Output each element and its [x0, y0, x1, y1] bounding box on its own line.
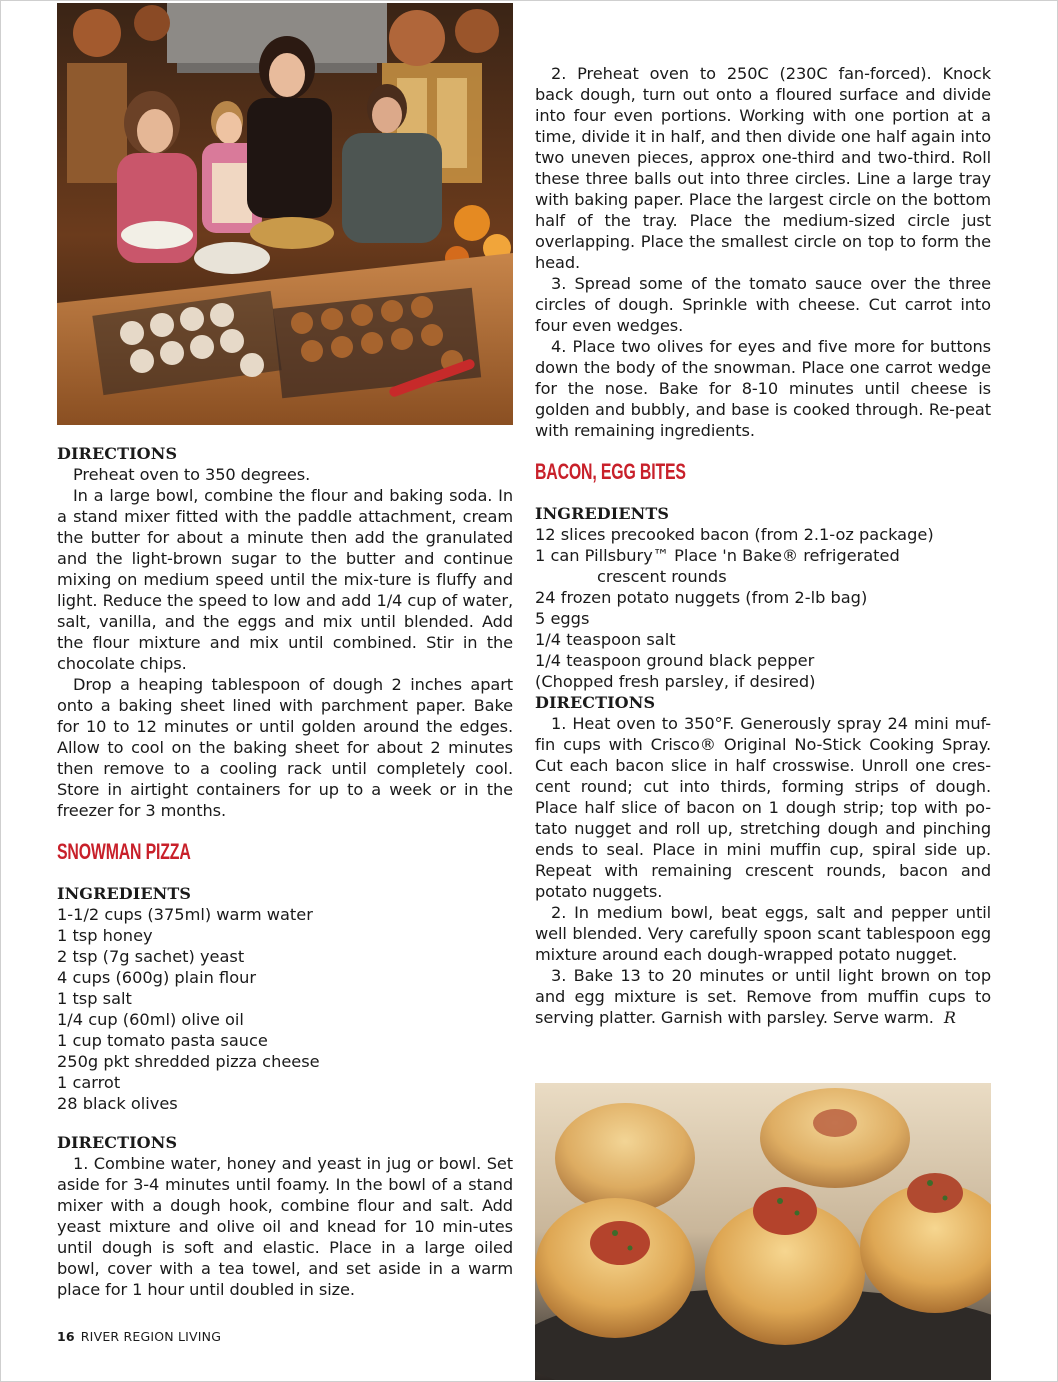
bacon-step-3 [535, 965, 991, 1028]
ingredient-item: 1/4 teaspoon ground black pepper [535, 651, 815, 670]
snowman-step-3: 3. Spread some of the tomato sauce over the three circles of dough. Sprinkle with cheese. Cut carrot into four even wedges. [535, 274, 991, 335]
snowman-directions-heading: DIRECTIONS [57, 1133, 178, 1152]
snowman-ingredients-list [57, 904, 513, 1114]
ingredient-item: (Chopped fresh parsley, if desired) [535, 672, 816, 691]
publication-name: RIVER REGION LIVING [80, 1329, 222, 1344]
ingredient-item: 1 tsp honey [57, 926, 153, 945]
end-mark-logo: R [943, 1008, 956, 1027]
bacon-step-3-text: 3. Bake 13 to 20 minutes or until light brown on top and egg mixture is set. Remove from muffin cups to serving platter. Garnish with parsley. Serve warm. [535, 966, 991, 1027]
ingredient-item: 28 black olives [57, 1094, 178, 1113]
bacon-directions-heading: DIRECTIONS [535, 693, 656, 712]
ingredient-item: 5 eggs [535, 609, 590, 628]
snowman-step-2: 2. Preheat oven to 250C (230C fan-forced). Knock back dough, turn out onto a floured surface and divide into four even portions. Working with one portion at a time, divide it in half, and then divide one half again into two uneven pieces, approx one-third and two-third. Roll these three balls out into three circles. Line a large tray with baking paper. Place the largest circle on the bottom half of the tray. Place the medium-sized circle just overlapping. Place the smallest circle on top to form the head. [535, 64, 991, 272]
bacon-step-2: 2. In medium bowl, beat eggs, salt and pepper until well blended. Very carefully spoon scant tablespoon egg mixture around each dough-wrapped potato nugget. [535, 903, 991, 964]
cookie-directions-heading: DIRECTIONS [57, 444, 178, 463]
ingredient-item: 1 cup tomato pasta sauce [57, 1031, 268, 1050]
ingredient-item: 4 cups (600g) plain flour [57, 968, 257, 987]
ingredient-item: 1-1/2 cups (375ml) warm water [57, 905, 313, 924]
snowman-step-1: 1. Combine water, honey and yeast in jug or bowl. Set aside for 3-4 minutes until foamy. In the bowl of a stand mixer with a dough hook, combine flour and salt. Add yeast mixture and olive oil and knead for 10 min-utes until dough is soft and elastic. Place in a large oiled bowl, cover with a tea towel, and set aside in a warm place for 1 hour until doubled in size. [57, 1154, 513, 1299]
left-column [57, 443, 513, 1300]
snowman-ingredients-heading: INGREDIENTS [57, 884, 192, 903]
snowman-step-4: 4. Place two olives for eyes and five more for buttons down the body of the snowman. Place one carrot wedge for the nose. Bake for 8-10 minutes until cheese is golden and bubbly, and base is cooked through. Re-peat with remaining ingredients. [535, 337, 991, 440]
family-baking-photo [57, 3, 513, 425]
ingredient-item: 250g pkt shredded pizza cheese [57, 1052, 320, 1071]
bacon-egg-bites-title: BACON, EGG BITES [535, 459, 686, 484]
bacon-step-1: 1. Heat oven to 350°F. Generously spray 24 mini muf-fin cups with Crisco® Original No-Stick Cooking Spray. Cut each bacon slice in half crosswise. Unroll one cres-cent round; cut into thirds, forming strips of dough. Place half slice of bacon on 1 dough strip; top with po-tato nugget and roll up, stretching dough and pinching ends to seal. Place in mini muffin cup, spiral side up. Repeat with remaining crescent rounds, bacon and potato nuggets. [535, 714, 991, 901]
ingredient-item: 1/4 teaspoon salt [535, 630, 676, 649]
ingredient-item: crescent rounds [597, 567, 727, 586]
ingredient-item: 2 tsp (7g sachet) yeast [57, 947, 245, 966]
bacon-ingredients-list [535, 524, 991, 692]
ingredient-item: 24 frozen potato nuggets (from 2-lb bag) [535, 588, 868, 607]
snowman-pizza-title: SNOWMAN PIZZA [57, 839, 191, 864]
bacon-ingredients-heading: INGREDIENTS [535, 504, 670, 523]
right-column [535, 63, 991, 1028]
page-number: 16 [57, 1329, 75, 1344]
ingredient-item: 1 tsp salt [57, 989, 132, 1008]
cookie-direction-3: Drop a heaping tablespoon of dough 2 inches apart onto a baking sheet lined with parchment paper. Bake for 10 to 12 minutes or until golden around the edges. Allow to cool on the baking sheet for about 2 minutes then remove to a cooling rack until completely cool. Store in airtight containers for up to a week or in the freezer for 3 months. [57, 675, 513, 820]
page-footer [57, 1329, 221, 1344]
ingredient-item: 1 can Pillsbury™ Place 'n Bake® refrigerated [535, 546, 900, 565]
ingredient-item: 1/4 cup (60ml) olive oil [57, 1010, 244, 1029]
cookie-direction-1: Preheat oven to 350 degrees. [73, 465, 311, 484]
cookie-direction-2: In a large bowl, combine the flour and baking soda. In a stand mixer fitted with the paddle attachment, cream the butter for about a minute then add the granulated and the light-brown sugar to the butter and continue mixing on medium speed until the mix-ture is fluffy and light. Reduce the speed to low and add 1/4 cup of water, salt, vanilla, and the eggs and mix until blended. Add the flour mixture and mix until combined. Stir in the chocolate chips. [57, 486, 513, 673]
ingredient-item: 12 slices precooked bacon (from 2.1-oz package) [535, 525, 934, 544]
bacon-egg-bites-photo [535, 1083, 991, 1380]
ingredient-item: 1 carrot [57, 1073, 121, 1092]
